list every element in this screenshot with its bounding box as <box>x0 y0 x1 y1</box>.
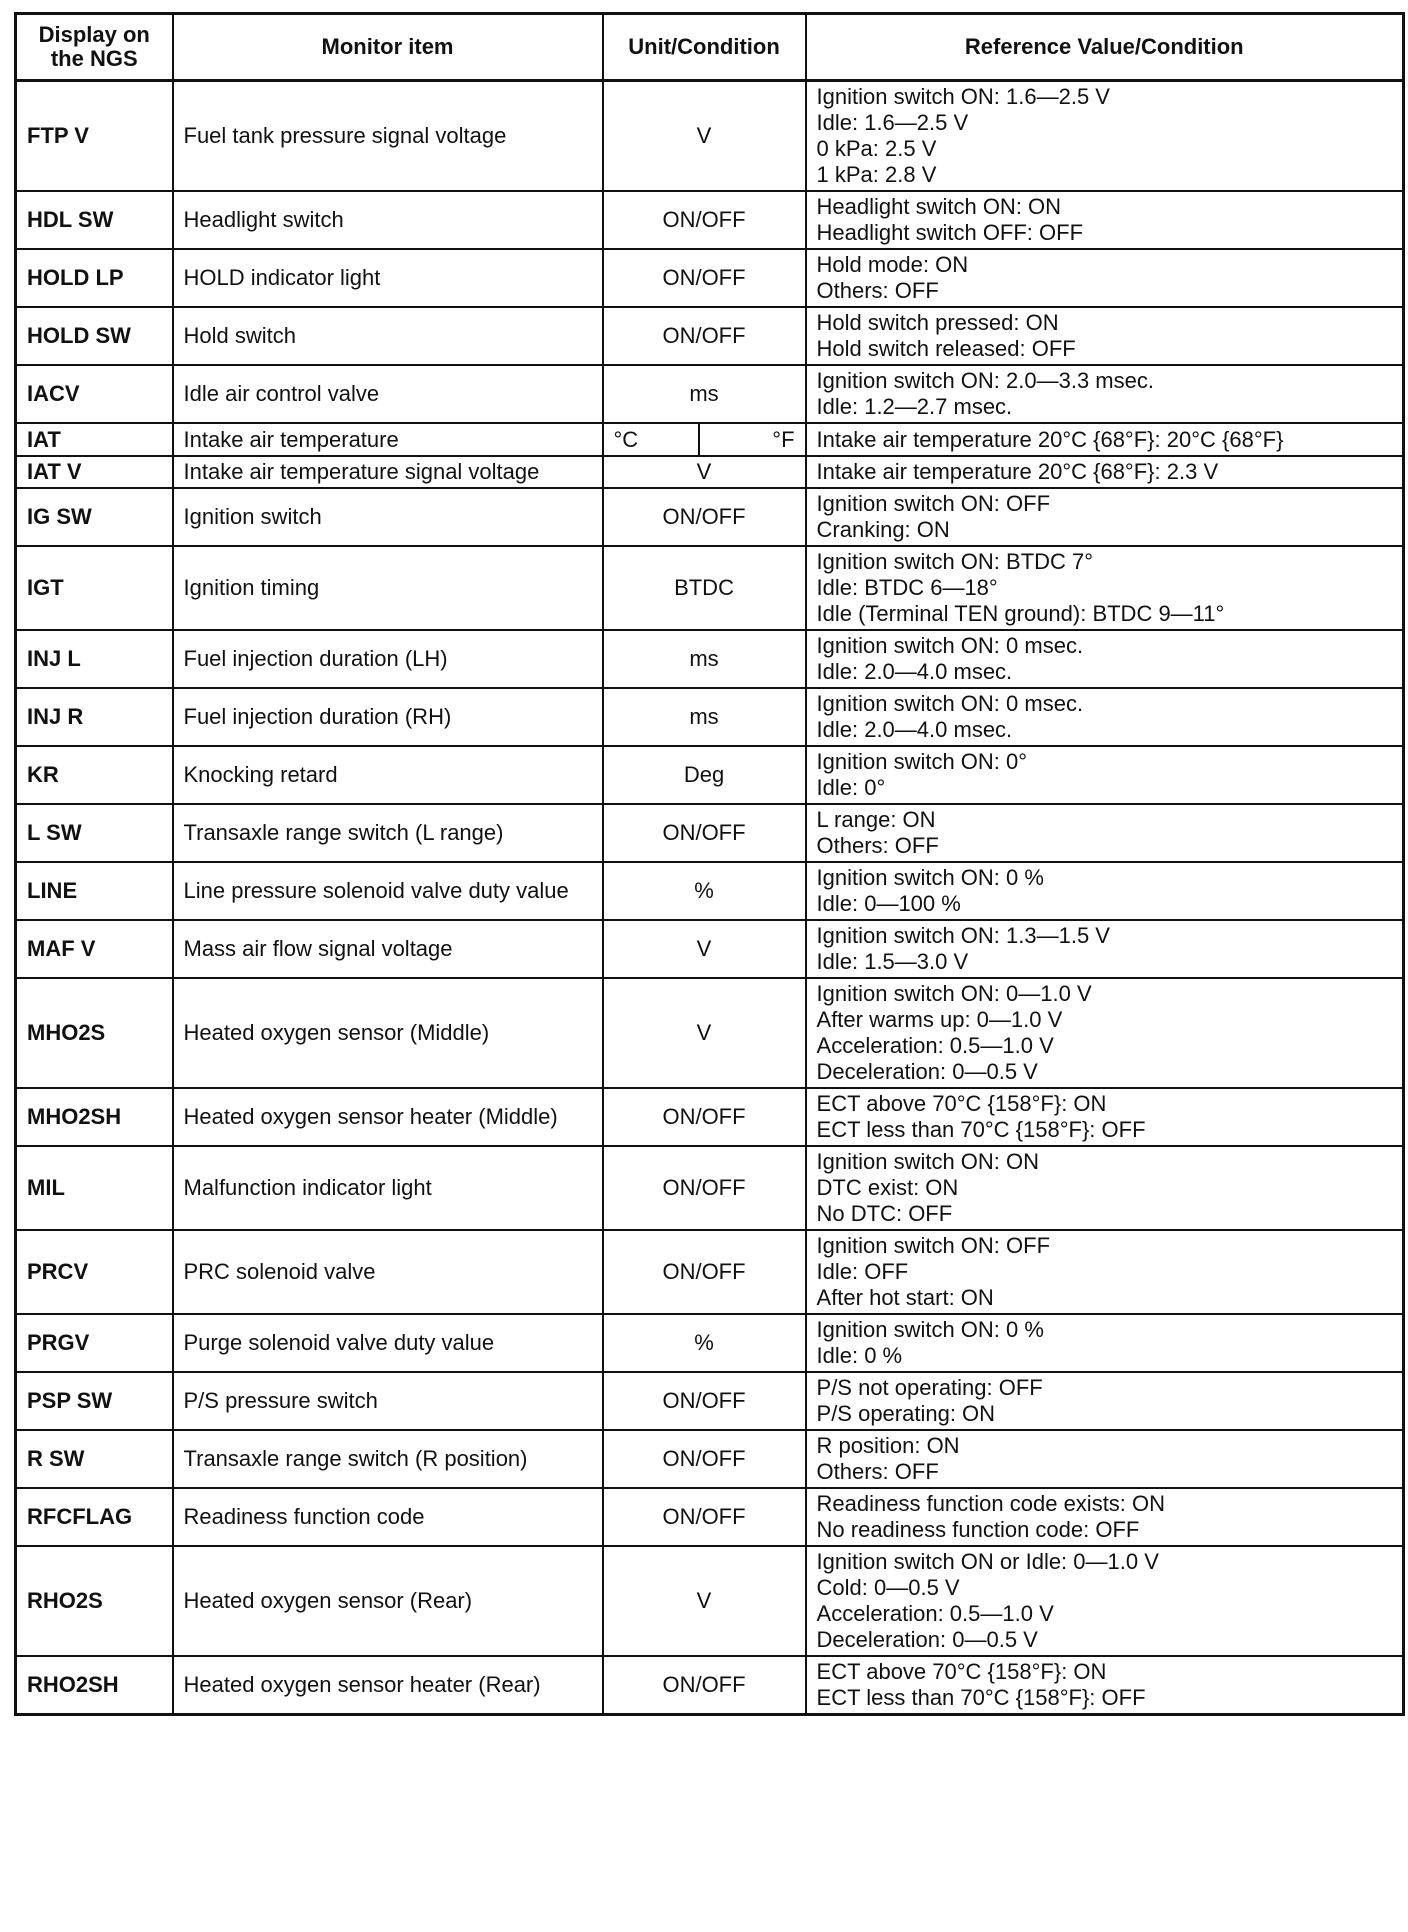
header-display: Display on the NGS <box>16 14 173 81</box>
monitor-item-cell: Readiness function code <box>173 1488 603 1546</box>
display-code-cell: MIL <box>16 1146 173 1230</box>
reference-cell <box>806 81 1404 192</box>
display-code-cell: IGT <box>16 546 173 630</box>
table-row <box>16 1088 1404 1146</box>
display-code-cell: INJ L <box>16 630 173 688</box>
unit-cell: V <box>603 1546 806 1656</box>
monitor-item-cell: Transaxle range switch (R position) <box>173 1430 603 1488</box>
reference-cell <box>806 191 1404 249</box>
unit-cell: V <box>603 81 806 192</box>
reference-line: 1 kPa: 2.8 V <box>816 162 937 187</box>
table-row <box>16 746 1404 804</box>
display-code-cell: HOLD SW <box>16 307 173 365</box>
monitor-item-cell: Malfunction indicator light <box>173 1146 603 1230</box>
unit-cell: ON/OFF <box>603 1372 806 1430</box>
reference-line: Cranking: ON <box>816 517 950 542</box>
reference-cell <box>806 249 1404 307</box>
display-code-cell: IACV <box>16 365 173 423</box>
table-row <box>16 81 1404 192</box>
table-row <box>16 1372 1404 1430</box>
display-code-cell: HOLD LP <box>16 249 173 307</box>
reference-line: Ignition switch ON: 0 msec. <box>816 633 1084 658</box>
reference-cell <box>806 920 1404 978</box>
reference-line: Others: OFF <box>816 1459 939 1484</box>
reference-line: Idle: 0—100 % <box>816 891 961 916</box>
display-code-cell: PSP SW <box>16 1372 173 1430</box>
reference-line: Idle: 1.5—3.0 V <box>816 949 969 974</box>
table-body <box>16 81 1404 1715</box>
display-code-cell: FTP V <box>16 81 173 192</box>
display-code-cell: RFCFLAG <box>16 1488 173 1546</box>
monitor-item-cell: Line pressure solenoid valve duty value <box>173 862 603 920</box>
reference-line: Idle: BTDC 6—18° <box>816 575 998 600</box>
document-page <box>14 12 1406 1716</box>
display-code-cell: RHO2S <box>16 1546 173 1656</box>
unit-cell: ON/OFF <box>603 1430 806 1488</box>
display-code-cell: KR <box>16 746 173 804</box>
unit-cell: ms <box>603 688 806 746</box>
reference-line: Intake air temperature 20°C {68°F}: 2.3 V <box>816 459 1219 484</box>
reference-line: Others: OFF <box>816 278 939 303</box>
monitor-item-cell: Fuel injection duration (RH) <box>173 688 603 746</box>
unit-cell: ms <box>603 630 806 688</box>
unit-cell: % <box>603 862 806 920</box>
reference-line: DTC exist: ON <box>816 1175 959 1200</box>
table-row <box>16 1230 1404 1314</box>
monitor-item-cell: Intake air temperature <box>173 423 603 456</box>
display-code-cell: RHO2SH <box>16 1656 173 1715</box>
unit-cell: V <box>603 920 806 978</box>
reference-line: Deceleration: 0—0.5 V <box>816 1627 1038 1652</box>
table-header-row <box>16 14 1404 81</box>
reference-cell <box>806 804 1404 862</box>
display-code-cell: R SW <box>16 1430 173 1488</box>
reference-cell <box>806 546 1404 630</box>
monitor-item-cell: Heated oxygen sensor (Rear) <box>173 1546 603 1656</box>
display-code-cell: INJ R <box>16 688 173 746</box>
reference-line: Ignition switch ON: 1.3—1.5 V <box>816 923 1110 948</box>
monitor-item-cell: Hold switch <box>173 307 603 365</box>
reference-line: P/S operating: ON <box>816 1401 996 1426</box>
table-row <box>16 1656 1404 1715</box>
table-row <box>16 1146 1404 1230</box>
table-row <box>16 488 1404 546</box>
unit-cell: ON/OFF <box>603 1656 806 1715</box>
reference-line: ECT above 70°C {158°F}: ON <box>816 1091 1107 1116</box>
monitor-item-cell: Heated oxygen sensor (Middle) <box>173 978 603 1088</box>
monitor-item-cell: HOLD indicator light <box>173 249 603 307</box>
reference-line: ECT less than 70°C {158°F}: OFF <box>816 1117 1146 1142</box>
reference-cell <box>806 1372 1404 1430</box>
reference-cell <box>806 688 1404 746</box>
unit-celsius-cell: °C <box>603 423 699 456</box>
reference-line: After warms up: 0—1.0 V <box>816 1007 1063 1032</box>
reference-line: Idle (Terminal TEN ground): BTDC 9—11° <box>816 601 1225 626</box>
table-row <box>16 804 1404 862</box>
table-row <box>16 862 1404 920</box>
reference-cell <box>806 1656 1404 1715</box>
monitor-item-cell: Knocking retard <box>173 746 603 804</box>
display-code-cell: LINE <box>16 862 173 920</box>
header-unit: Unit/Condition <box>603 14 806 81</box>
unit-cell: ON/OFF <box>603 191 806 249</box>
table-row <box>16 191 1404 249</box>
table-row <box>16 249 1404 307</box>
reference-line: Ignition switch ON: OFF <box>816 491 1051 516</box>
monitor-item-cell: Transaxle range switch (L range) <box>173 804 603 862</box>
reference-line: R position: ON <box>816 1433 960 1458</box>
reference-cell <box>806 1546 1404 1656</box>
reference-cell <box>806 1230 1404 1314</box>
reference-line: P/S not operating: OFF <box>816 1375 1043 1400</box>
reference-cell <box>806 746 1404 804</box>
reference-cell <box>806 307 1404 365</box>
monitor-item-cell: Mass air flow signal voltage <box>173 920 603 978</box>
table-row <box>16 456 1404 488</box>
reference-line: Deceleration: 0—0.5 V <box>816 1059 1038 1084</box>
unit-cell: ON/OFF <box>603 1230 806 1314</box>
reference-line: Ignition switch ON: 0 % <box>816 1317 1044 1342</box>
reference-line: Idle: 0° <box>816 775 886 800</box>
table-row <box>16 688 1404 746</box>
reference-line: Readiness function code exists: ON <box>816 1491 1166 1516</box>
display-code-cell: MHO2S <box>16 978 173 1088</box>
monitor-item-cell: P/S pressure switch <box>173 1372 603 1430</box>
monitor-item-cell: Idle air control valve <box>173 365 603 423</box>
header-reference: Reference Value/Condition <box>806 14 1404 81</box>
reference-cell <box>806 1430 1404 1488</box>
reference-line: Idle: 1.2—2.7 msec. <box>816 394 1013 419</box>
reference-line: Ignition switch ON: BTDC 7° <box>816 549 1094 574</box>
unit-cell: V <box>603 456 806 488</box>
reference-line: No readiness function code: OFF <box>816 1517 1140 1542</box>
reference-line: Idle: 2.0—4.0 msec. <box>816 659 1013 684</box>
unit-cell: ON/OFF <box>603 1488 806 1546</box>
table-row <box>16 1488 1404 1546</box>
reference-line: Acceleration: 0.5—1.0 V <box>816 1601 1054 1626</box>
monitor-item-cell: Ignition timing <box>173 546 603 630</box>
reference-cell <box>806 488 1404 546</box>
table-row <box>16 307 1404 365</box>
reference-cell <box>806 1314 1404 1372</box>
reference-line: Idle: 0 % <box>816 1343 903 1368</box>
reference-line: Ignition switch ON: 2.0—3.3 msec. <box>816 368 1154 393</box>
table-row <box>16 1430 1404 1488</box>
table-row <box>16 630 1404 688</box>
monitor-item-table <box>14 12 1405 1716</box>
reference-line: Ignition switch ON: 0 % <box>816 865 1044 890</box>
table-row <box>16 1546 1404 1656</box>
monitor-item-cell: Headlight switch <box>173 191 603 249</box>
reference-line: Ignition switch ON: OFF <box>816 1233 1051 1258</box>
display-code-cell: PRGV <box>16 1314 173 1372</box>
reference-cell <box>806 1088 1404 1146</box>
table-row <box>16 920 1404 978</box>
reference-line: Idle: OFF <box>816 1259 909 1284</box>
reference-line: Idle: 2.0—4.0 msec. <box>816 717 1013 742</box>
monitor-item-cell: Ignition switch <box>173 488 603 546</box>
reference-line: Idle: 1.6—2.5 V <box>816 110 969 135</box>
monitor-item-cell: Intake air temperature signal voltage <box>173 456 603 488</box>
reference-line: Cold: 0—0.5 V <box>816 1575 960 1600</box>
reference-line: ECT above 70°C {158°F}: ON <box>816 1659 1107 1684</box>
reference-line: Ignition switch ON: 0° <box>816 749 1028 774</box>
monitor-item-cell: Fuel tank pressure signal voltage <box>173 81 603 192</box>
reference-line: Headlight switch OFF: OFF <box>816 220 1084 245</box>
display-code-cell: PRCV <box>16 1230 173 1314</box>
reference-line: Acceleration: 0.5—1.0 V <box>816 1033 1054 1058</box>
reference-line: Ignition switch ON: 0—1.0 V <box>816 981 1092 1006</box>
reference-line: No DTC: OFF <box>816 1201 953 1226</box>
reference-cell <box>806 365 1404 423</box>
unit-cell: ON/OFF <box>603 1088 806 1146</box>
reference-line: Ignition switch ON: ON <box>816 1149 1040 1174</box>
unit-fahrenheit-cell: °F <box>699 423 806 456</box>
monitor-item-cell: Purge solenoid valve duty value <box>173 1314 603 1372</box>
reference-line: Intake air temperature 20°C {68°F}: 20°C {68°F} <box>816 426 1284 452</box>
reference-cell <box>806 456 1404 488</box>
display-code-cell: IAT <box>16 423 173 456</box>
reference-line: 0 kPa: 2.5 V <box>816 136 937 161</box>
unit-cell: ON/OFF <box>603 1146 806 1230</box>
display-code-cell: MAF V <box>16 920 173 978</box>
reference-line: Ignition switch ON or Idle: 0—1.0 V <box>816 1549 1159 1574</box>
unit-cell: ON/OFF <box>603 488 806 546</box>
unit-cell: % <box>603 1314 806 1372</box>
display-code-cell: HDL SW <box>16 191 173 249</box>
display-code-cell: IAT V <box>16 456 173 488</box>
table-row <box>16 978 1404 1088</box>
reference-cell <box>806 1146 1404 1230</box>
header-monitor-item: Monitor item <box>173 14 603 81</box>
reference-cell <box>806 1488 1404 1546</box>
reference-cell <box>806 978 1404 1088</box>
unit-cell: V <box>603 978 806 1088</box>
display-code-cell: IG SW <box>16 488 173 546</box>
reference-line: Hold mode: ON <box>816 252 969 277</box>
unit-cell: ON/OFF <box>603 249 806 307</box>
unit-cell: ON/OFF <box>603 804 806 862</box>
reference-cell <box>806 862 1404 920</box>
monitor-item-cell: Heated oxygen sensor heater (Middle) <box>173 1088 603 1146</box>
reference-line: ECT less than 70°C {158°F}: OFF <box>816 1685 1146 1710</box>
reference-line: Hold switch pressed: ON <box>816 310 1059 335</box>
table-row <box>16 423 1404 456</box>
reference-cell <box>806 423 1404 456</box>
reference-cell <box>806 630 1404 688</box>
reference-line: After hot start: ON <box>816 1285 994 1310</box>
reference-line: Hold switch released: OFF <box>816 336 1076 361</box>
display-code-cell: MHO2SH <box>16 1088 173 1146</box>
monitor-item-cell: PRC solenoid valve <box>173 1230 603 1314</box>
table-row <box>16 546 1404 630</box>
reference-line: Others: OFF <box>816 833 939 858</box>
unit-cell: ms <box>603 365 806 423</box>
unit-cell: Deg <box>603 746 806 804</box>
reference-line: L range: ON <box>816 807 936 832</box>
reference-line: Ignition switch ON: 1.6—2.5 V <box>816 84 1110 109</box>
table-row <box>16 1314 1404 1372</box>
monitor-item-cell: Heated oxygen sensor heater (Rear) <box>173 1656 603 1715</box>
table-row <box>16 365 1404 423</box>
unit-cell: BTDC <box>603 546 806 630</box>
reference-line: Headlight switch ON: ON <box>816 194 1062 219</box>
display-code-cell: L SW <box>16 804 173 862</box>
reference-line: Ignition switch ON: 0 msec. <box>816 691 1084 716</box>
unit-cell: ON/OFF <box>603 307 806 365</box>
monitor-item-cell: Fuel injection duration (LH) <box>173 630 603 688</box>
